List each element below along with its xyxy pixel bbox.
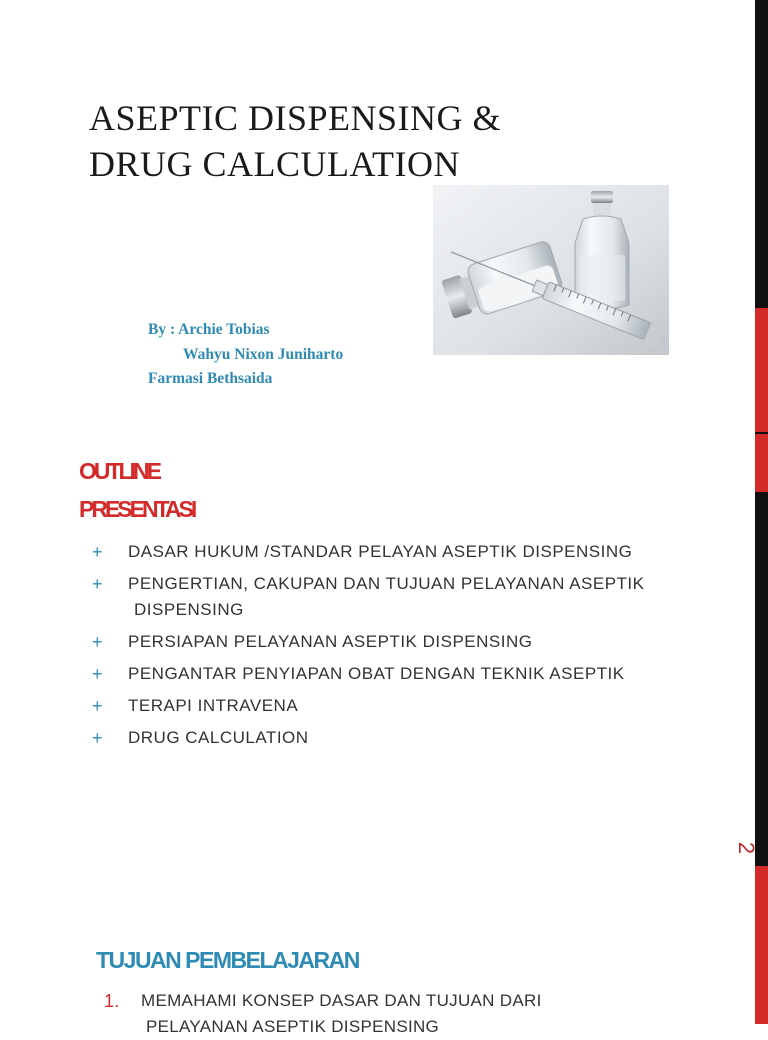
slide-title-line1: ASEPTIC DISPENSING & <box>89 98 502 138</box>
numbered-item <box>104 988 724 1040</box>
item-number: 1. <box>104 991 120 1011</box>
outline-heading-line2: PRESENTASI <box>79 496 195 522</box>
tujuan-heading: TUJUAN PEMBELAJARAN <box>96 947 359 973</box>
list-item-text: DASAR HUKUM /STANDAR PELAYAN ASEPTIK DISPENSING <box>128 542 633 561</box>
list-item-continuation: DISPENSING <box>134 600 244 619</box>
plus-bullet-icon: + <box>92 632 104 652</box>
plus-bullet-icon: + <box>92 664 104 684</box>
list-item <box>92 725 732 751</box>
author-line-2: Wahyu Nixon Juniharto <box>183 345 344 363</box>
plus-bullet-icon: + <box>92 696 104 716</box>
item-text-continuation: PELAYANAN ASEPTIK DISPENSING <box>146 1017 440 1036</box>
list-item <box>92 539 732 565</box>
list-item <box>92 571 732 623</box>
list-item-text: TERAPI INTRAVENA <box>128 696 299 715</box>
plus-bullet-icon: + <box>92 542 104 562</box>
author-line-1: By : Archie Tobias <box>148 321 270 338</box>
author-line-3: Farmasi Bethsaida <box>148 370 273 387</box>
syringe-vial-photo <box>433 185 669 355</box>
author-credits <box>148 318 343 392</box>
outline-list <box>92 539 732 757</box>
outline-heading-line1: OUTLINE <box>79 458 159 484</box>
list-item-text: PERSIAPAN PELAYANAN ASEPTIK DISPENSING <box>128 632 533 651</box>
slide-title <box>89 95 501 187</box>
plus-bullet-icon: + <box>92 728 104 748</box>
list-item-text: PENGANTAR PENYIAPAN OBAT DENGAN TEKNIK ASEPTIK <box>128 664 625 683</box>
list-item <box>92 629 732 655</box>
list-item-text: PENGERTIAN, CAKUPAN DAN TUJUAN PELAYANAN ASEPTIK <box>128 574 645 593</box>
sidebar-accent-bottom <box>755 866 768 1024</box>
slide-title-line2: DRUG CALCULATION <box>89 144 460 184</box>
outline-heading <box>79 452 194 528</box>
plus-bullet-icon: + <box>92 574 104 594</box>
slide-number: 2 <box>734 841 759 855</box>
list-item-text: DRUG CALCULATION <box>128 728 309 747</box>
sidebar-accent-middle <box>755 434 768 492</box>
list-item <box>92 661 732 687</box>
list-item <box>92 693 732 719</box>
item-text: MEMAHAMI KONSEP DASAR DAN TUJUAN DARI <box>141 991 542 1010</box>
sidebar-accent-top <box>755 308 768 432</box>
